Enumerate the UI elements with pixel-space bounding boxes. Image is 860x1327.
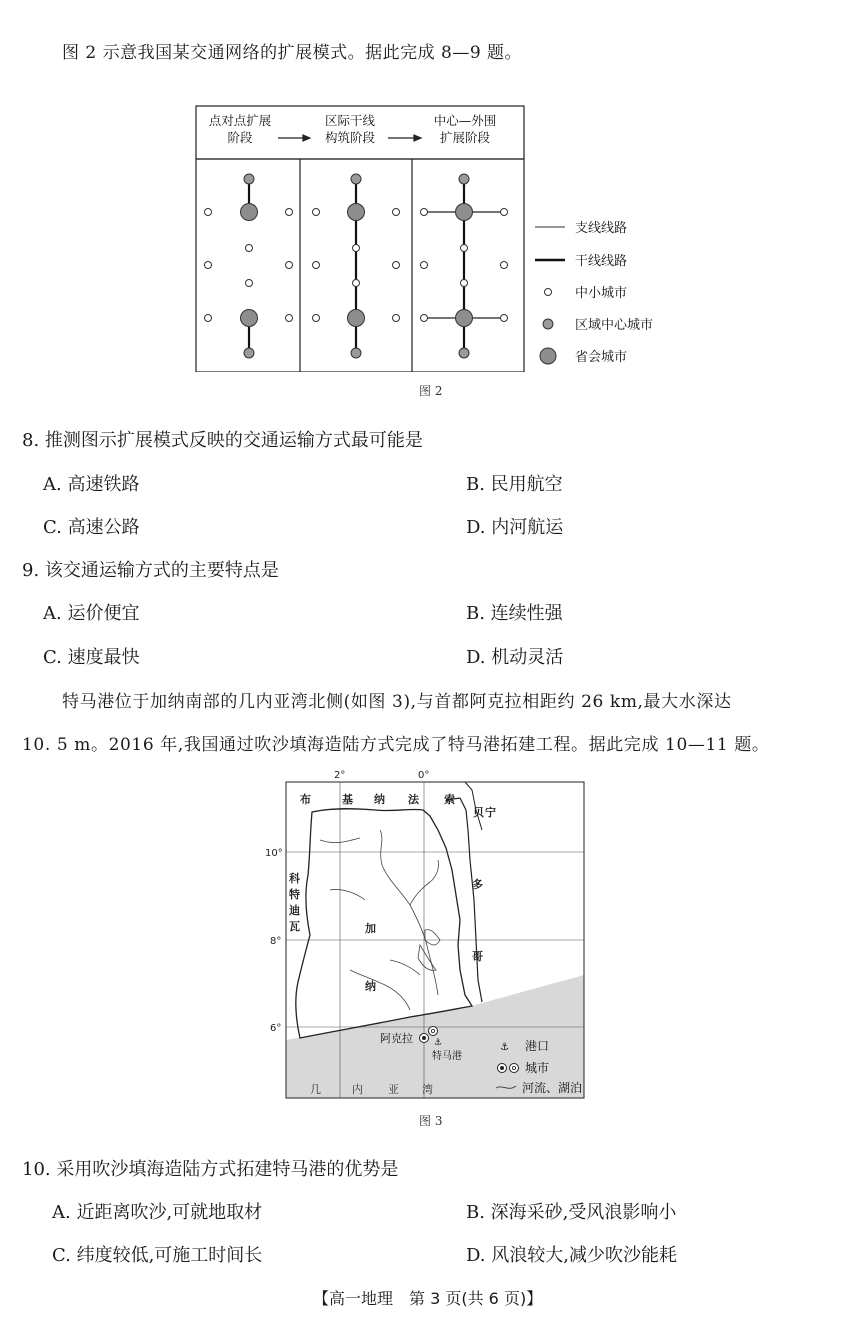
panel-3 bbox=[421, 174, 508, 358]
gulf-3: 亚 bbox=[388, 1083, 399, 1096]
passage-line-2: 10. 5 m。2016 年,我国通过吹沙填海造陆方式完成了特马港拓建工程。据此完成 10—11 题。 bbox=[22, 735, 770, 755]
passage-line-1: 特马港位于加纳南部的几内亚湾北侧(如图 3),与首都阿克拉相距约 26 km,最大水深达 bbox=[62, 692, 732, 712]
figure-2-legend bbox=[535, 220, 653, 365]
gulf-4: 湾 bbox=[422, 1083, 433, 1096]
accra-label: 阿克拉 bbox=[380, 1032, 413, 1045]
legend-regional-center-label: 区域中心城市 bbox=[575, 318, 654, 333]
q8-option-c[interactable]: C. 高速公路 bbox=[43, 517, 140, 538]
page-footer: 【高一地理 第 3 页(共 6 页)】 bbox=[313, 1289, 543, 1308]
q9-option-c[interactable]: C. 速度最快 bbox=[43, 647, 140, 668]
stage3-line1: 中心—外围 bbox=[433, 113, 497, 128]
q10-option-c[interactable]: C. 纬度较低,可施工时间长 bbox=[52, 1245, 263, 1266]
q10-option-b[interactable]: B. 深海采砂,受风浪影响小 bbox=[466, 1202, 677, 1223]
legend-river-label: 河流、湖泊 bbox=[522, 1081, 583, 1095]
lat-8-label: 8° bbox=[270, 936, 282, 947]
q8-stem: 8. 推测图示扩展模式反映的交通运输方式最可能是 bbox=[22, 430, 423, 451]
gulf-2: 内 bbox=[352, 1083, 363, 1096]
legend-city-label: 城市 bbox=[525, 1061, 550, 1075]
benin-2: 宁 bbox=[485, 806, 496, 819]
ivory-3: 迪 bbox=[289, 904, 300, 917]
burkina-5: 索 bbox=[444, 793, 455, 806]
gulf-1: 几 bbox=[310, 1083, 321, 1096]
legend-small-city-label: 中小城市 bbox=[575, 286, 628, 301]
ivory-2: 特 bbox=[289, 888, 300, 901]
q8-option-a[interactable]: A. 高速铁路 bbox=[43, 474, 140, 495]
q10-stem: 10. 采用吹沙填海造陆方式拓建特马港的优势是 bbox=[22, 1159, 399, 1180]
q10-option-d[interactable]: D. 风浪较大,减少吹沙能耗 bbox=[466, 1245, 677, 1266]
figure-3-caption: 图 3 bbox=[419, 1114, 443, 1128]
lat-10-label: 10° bbox=[265, 848, 283, 859]
q9-option-b[interactable]: B. 连续性强 bbox=[466, 603, 563, 624]
legend-capital-label: 省会城市 bbox=[575, 350, 628, 365]
anchor-icon: ⚓ bbox=[434, 1038, 443, 1048]
stage2-line1: 区际干线 bbox=[324, 113, 376, 128]
stage2-line2: 构筑阶段 bbox=[324, 130, 376, 145]
q8-option-d[interactable]: D. 内河航运 bbox=[466, 517, 564, 538]
q8-option-b[interactable]: B. 民用航空 bbox=[466, 474, 563, 495]
burkina-3: 纳 bbox=[374, 793, 385, 806]
ivory-1: 科 bbox=[289, 872, 300, 885]
figure-2 bbox=[190, 100, 680, 372]
stage3-line2: 扩展阶段 bbox=[439, 130, 491, 145]
panel-1 bbox=[205, 174, 293, 358]
burkina-2: 基 bbox=[342, 793, 353, 806]
legend-trunk-label: 干线线路 bbox=[575, 254, 628, 269]
ghana-1: 加 bbox=[365, 922, 376, 935]
ivory-4: 瓦 bbox=[289, 920, 300, 933]
q9-option-a[interactable]: A. 运价便宜 bbox=[43, 603, 140, 624]
legend-branch-label: 支线线路 bbox=[575, 221, 628, 236]
panel-2 bbox=[313, 174, 400, 358]
lat-6-label: 6° bbox=[270, 1023, 282, 1034]
togo-1: 多 bbox=[472, 878, 483, 891]
figure-2-caption: 图 2 bbox=[419, 384, 443, 398]
ghana-2: 纳 bbox=[365, 980, 376, 993]
burkina-4: 法 bbox=[408, 793, 419, 806]
burkina-1: 布 bbox=[300, 793, 311, 806]
stage1-line1: 点对点扩展 bbox=[208, 113, 272, 128]
benin-1: 贝 bbox=[473, 806, 484, 819]
tema-label: 特马港 bbox=[432, 1051, 462, 1062]
q9-stem: 9. 该交通运输方式的主要特点是 bbox=[22, 560, 279, 581]
lon-0-label: 0° bbox=[418, 770, 430, 781]
stage1-line2: 阶段 bbox=[227, 130, 253, 145]
intro-text: 图 2 示意我国某交通网络的扩展模式。据此完成 8—9 题。 bbox=[62, 43, 523, 63]
togo-2: 哥 bbox=[472, 950, 483, 963]
figure-3-map bbox=[260, 770, 600, 1105]
q9-option-d[interactable]: D. 机动灵活 bbox=[466, 647, 564, 668]
legend-port-label: 港口 bbox=[525, 1039, 550, 1053]
port-icon: ⚓ bbox=[500, 1042, 509, 1053]
lon-2-label: 2° bbox=[334, 770, 346, 781]
q10-option-a[interactable]: A. 近距离吹沙,可就地取材 bbox=[52, 1202, 263, 1223]
